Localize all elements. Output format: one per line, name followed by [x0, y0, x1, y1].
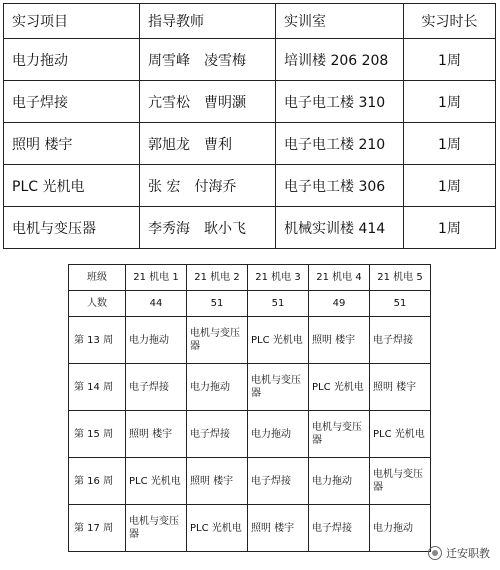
watermark-text: 迁安职教: [446, 547, 490, 560]
rotation-schedule-table: [68, 264, 431, 552]
schedule-cell: 照明 楼宇: [126, 411, 187, 458]
class-header-label: 班级: [69, 265, 126, 291]
teacher-cell: 亢雪松 曹明灏: [140, 81, 276, 123]
teacher-cell: 周雪峰 凌雪梅: [140, 39, 276, 81]
table-row: [4, 81, 496, 123]
class-header-cell: 21 机电 2: [187, 265, 248, 291]
schedule-cell: 照明 楼宇: [248, 505, 309, 552]
week-label: 第 13 周: [69, 317, 126, 364]
schedule-cell: PLC 光机电: [309, 364, 370, 411]
schedule-cell: 电子焊接: [309, 505, 370, 552]
schedule-cell: 电力拖动: [126, 317, 187, 364]
schedule-cell: 电机与变压器: [126, 505, 187, 552]
week-label: 第 16 周: [69, 458, 126, 505]
duration-cell: 1周: [404, 123, 496, 165]
schedule-cell: 电力拖动: [248, 411, 309, 458]
project-cell: 电机与变压器: [4, 207, 140, 249]
schedule-cell: 电机与变压器: [248, 364, 309, 411]
schedule-cell: 电子焊接: [126, 364, 187, 411]
student-count-row: [69, 291, 431, 317]
table-row: [4, 123, 496, 165]
class-header-row: [69, 265, 431, 291]
count-cell: 44: [126, 291, 187, 317]
week-row: [69, 364, 431, 411]
schedule-cell: 照明 楼宇: [370, 364, 431, 411]
teacher-cell: 张 宏 付海乔: [140, 165, 276, 207]
week-row: [69, 458, 431, 505]
schedule-cell: 电力拖动: [309, 458, 370, 505]
week-label: 第 14 周: [69, 364, 126, 411]
class-header-cell: 21 机电 5: [370, 265, 431, 291]
schedule-cell: 电机与变压器: [370, 458, 431, 505]
class-header-cell: 21 机电 4: [309, 265, 370, 291]
count-cell: 49: [309, 291, 370, 317]
teacher-cell: 郭旭龙 曹利: [140, 123, 276, 165]
teacher-cell: 李秀海 耿小飞: [140, 207, 276, 249]
schedule-cell: PLC 光机电: [187, 505, 248, 552]
duration-cell: 1周: [404, 81, 496, 123]
header-cell: 实习时长: [404, 4, 496, 39]
header-cell: 实训室: [276, 4, 404, 39]
week-label: 第 17 周: [69, 505, 126, 552]
wechat-icon: [428, 546, 442, 560]
table-row: [4, 39, 496, 81]
room-cell: 电子电工楼 310: [276, 81, 404, 123]
schedule-cell: 电子焊接: [248, 458, 309, 505]
header-cell: 指导教师: [140, 4, 276, 39]
table-row: [4, 207, 496, 249]
schedule-cell: 电机与变压器: [187, 317, 248, 364]
schedule-cell: PLC 光机电: [126, 458, 187, 505]
room-cell: 机械实训楼 414: [276, 207, 404, 249]
schedule-cell: PLC 光机电: [248, 317, 309, 364]
watermark: [428, 545, 490, 561]
duration-cell: 1周: [404, 207, 496, 249]
project-cell: 电子焊接: [4, 81, 140, 123]
schedule-cell: 照明 楼宇: [309, 317, 370, 364]
count-cell: 51: [187, 291, 248, 317]
class-header-cell: 21 机电 1: [126, 265, 187, 291]
schedule-cell: 电子焊接: [370, 317, 431, 364]
room-cell: 电子电工楼 210: [276, 123, 404, 165]
schedule-cell: 照明 楼宇: [187, 458, 248, 505]
week-row: [69, 317, 431, 364]
table-header-row: [4, 4, 496, 39]
table-row: [4, 165, 496, 207]
header-cell: 实习项目: [4, 4, 140, 39]
schedule-cell: 电力拖动: [187, 364, 248, 411]
project-cell: 照明 楼宇: [4, 123, 140, 165]
duration-cell: 1周: [404, 39, 496, 81]
week-row: [69, 411, 431, 458]
room-cell: 培训楼 206 208: [276, 39, 404, 81]
duration-cell: 1周: [404, 165, 496, 207]
count-label: 人数: [69, 291, 126, 317]
schedule-cell: 电力拖动: [370, 505, 431, 552]
practice-projects-table: [3, 3, 496, 249]
room-cell: 电子电工楼 306: [276, 165, 404, 207]
schedule-cell: 电子焊接: [187, 411, 248, 458]
count-cell: 51: [248, 291, 309, 317]
count-cell: 51: [370, 291, 431, 317]
project-cell: PLC 光机电: [4, 165, 140, 207]
project-cell: 电力拖动: [4, 39, 140, 81]
week-row: [69, 505, 431, 552]
schedule-cell: 电机与变压器: [309, 411, 370, 458]
class-header-cell: 21 机电 3: [248, 265, 309, 291]
schedule-cell: PLC 光机电: [370, 411, 431, 458]
week-label: 第 15 周: [69, 411, 126, 458]
